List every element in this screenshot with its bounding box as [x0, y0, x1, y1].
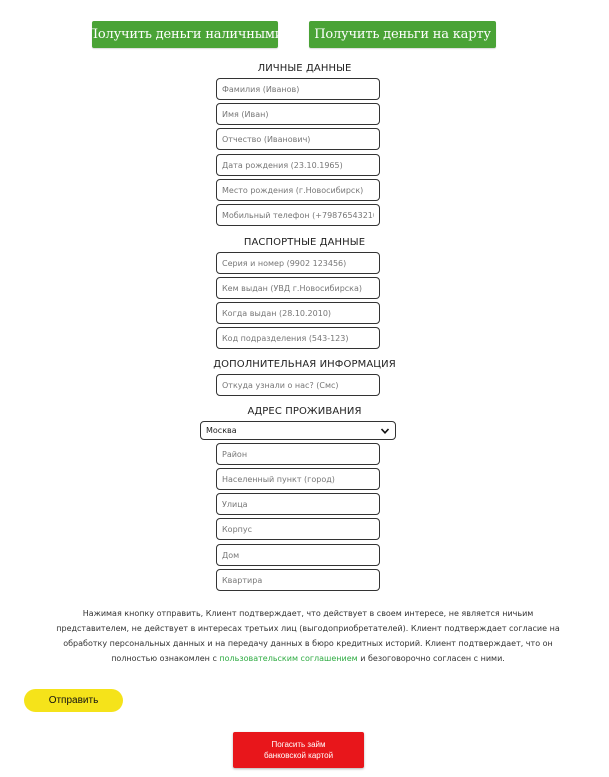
legal-text-before: Нажимая кнопку отправить, Клиент подтверждает, что действует в своем интересе, не является ничьим представителем, не действует в интересах третьих лиц (выгодоприобретателей). Клиент подтверждает согласие на обработку персональных данных и на передачу данных в бюро кредитных историй. Клиент подтверждает, что он полностью ознакомлен с [56, 609, 560, 663]
phone-input[interactable] [216, 204, 380, 226]
repay-loan-card-button[interactable] [233, 732, 364, 768]
birth-place-input[interactable] [216, 179, 380, 201]
street-input[interactable] [216, 493, 380, 515]
last-name-input[interactable] [216, 78, 380, 100]
section-title-passport: ПАСПОРТНЫЕ ДАННЫЕ [243, 237, 366, 248]
apartment-input[interactable] [216, 569, 380, 591]
region-select[interactable] [200, 421, 396, 440]
source-input[interactable] [216, 374, 380, 396]
legal-text-after: и безоговорочно согласен с ними. [357, 654, 505, 663]
passport-issued-by-input[interactable] [216, 277, 380, 299]
house-input[interactable] [216, 544, 380, 566]
submit-button[interactable]: Отправить [24, 689, 123, 712]
repay-label-line1: Погасить займ [271, 740, 326, 749]
user-agreement-link[interactable]: пользовательским соглашением [219, 654, 358, 663]
legal-notice [48, 606, 568, 666]
passport-series-input[interactable] [216, 252, 380, 274]
patronymic-input[interactable] [216, 128, 380, 150]
birth-date-input[interactable] [216, 154, 380, 176]
get-cash-button[interactable]: Получить деньги наличными [92, 21, 278, 48]
region-select-value: Москва [206, 426, 237, 435]
chevron-down-icon [380, 426, 390, 436]
section-title-address: АДРЕС ПРОЖИВАНИЯ [247, 406, 362, 417]
first-name-input[interactable] [216, 103, 380, 125]
district-input[interactable] [216, 443, 380, 465]
passport-issued-date-input[interactable] [216, 302, 380, 324]
get-card-money-button[interactable]: Получить деньги на карту [309, 21, 496, 48]
section-title-personal: ЛИЧНЫЕ ДАННЫЕ [257, 63, 352, 74]
building-input[interactable] [216, 518, 380, 540]
repay-label-line2: банковской картой [263, 751, 334, 760]
locality-input[interactable] [216, 468, 380, 490]
division-code-input[interactable] [216, 327, 380, 349]
section-title-extra: ДОПОЛНИТЕЛЬНАЯ ИНФОРМАЦИЯ [213, 359, 396, 370]
